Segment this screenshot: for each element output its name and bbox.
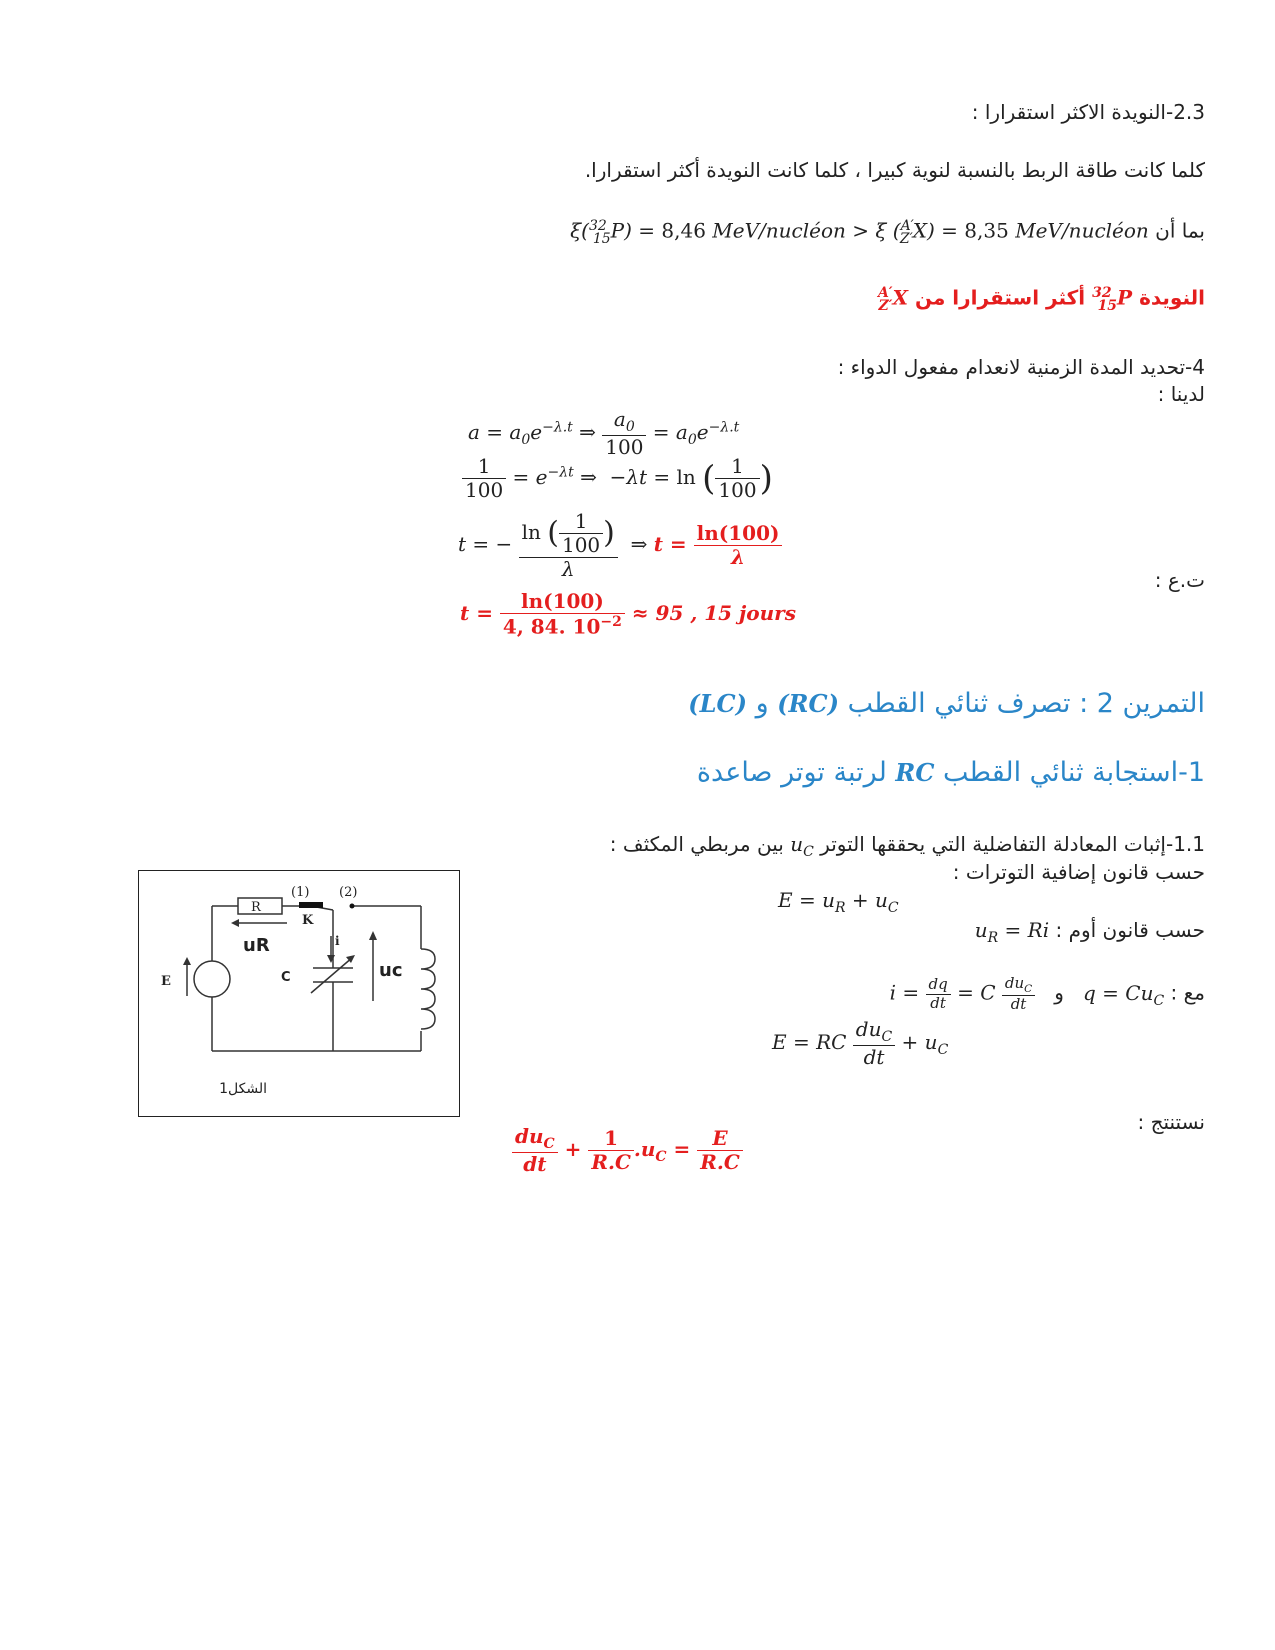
- additivity-equation: $E = u_R + u_C$: [778, 888, 899, 916]
- decay-equation-1: $a = a_0e^{-\lambda.t}$ ⇒ $\frac{a_0}{100}$ = $a_0e^{-\lambda.t}$: [468, 407, 740, 460]
- circuit-figure: [138, 870, 460, 1117]
- differential-equation: $\frac{du_C}{dt}$ + $\frac{1}{R.C}$ $.u_C$ = $\frac{E}{R.C}$: [512, 1125, 743, 1176]
- deduce-label: نستنتج :: [1137, 1110, 1205, 1134]
- charge-relations: مع : $q = Cu_C$ و i = $\frac{dq}{dt}$ = C $\frac{du_C}{dt}$: [889, 974, 1205, 1014]
- decay-equation-2: $\frac{1}{100}$ = $e^{-\lambda t}$ ⇒ −λt = ln ( $\frac{1}{100}$ ): [462, 455, 773, 502]
- rc-lc-circuit-diagram: [139, 871, 459, 1116]
- section-4-title: 4-تحديد المدة الزمنية لانعدام مفعول الدواء :: [837, 355, 1205, 379]
- ohm-law: حسب قانون أوم : $u_R = Ri$: [974, 918, 1205, 946]
- rc-equation: E = RC $\frac{du_C}{dt}$ + $u_C$: [772, 1017, 949, 1070]
- switch-contact: [299, 902, 323, 908]
- binding-energy-comparison: [570, 218, 1205, 247]
- since-text: بما أن: [1155, 218, 1205, 243]
- section-2-3-title: 2.3-النويدة الاكثر استقرارا :: [971, 100, 1205, 124]
- generator-symbol: [194, 961, 230, 997]
- nuclide-P: $^{32}_{15}$P: [1092, 285, 1133, 314]
- section-1-1-title: 1.1-إثبات المعادلة التفاضلية التي يحققها التوتر $u_C$ بين مربطي المكثف :: [609, 832, 1205, 860]
- stability-conclusion: النويدة $^{32}_{15}$P أكثر استقرارا من $^{A'}_{Z'}$X: [877, 285, 1205, 314]
- label-1: (1): [291, 885, 310, 900]
- label-C: C: [281, 970, 291, 985]
- numeric-label: ت.ع :: [1154, 568, 1205, 592]
- stability-statement: كلما كانت طاقة الربط بالنسبة لنوية كبيرا ، كلما كانت النويدة أكثر استقرارا.: [584, 158, 1205, 182]
- label-2: (2): [339, 885, 358, 900]
- label-uc: uc: [379, 960, 403, 981]
- nuclide-X: $^{A'}_{Z'}$X: [877, 285, 908, 314]
- given-label: لدينا :: [1157, 382, 1205, 406]
- label-uR: uR: [243, 935, 270, 956]
- label-K: K: [302, 913, 314, 928]
- figure-caption: الشكل1: [219, 1081, 267, 1097]
- label-E: E: [161, 974, 171, 989]
- numeric-result: t = $\frac{\ln(100)}{4, 84. 10^{-2}}$ ≈ 95 , 15 jours: [460, 589, 796, 639]
- label-R: R: [251, 900, 261, 915]
- additivity-law: حسب قانون إضافية التوترات :: [952, 860, 1205, 884]
- decay-equation-3: t = − ln ( $\frac{1}{100}$ ) λ ⇒ t = $\frac{\ln(100)}{\lambda}$: [458, 510, 782, 581]
- part1-title: 1-استجابة ثنائي القطب RC لرتبة توتر صاعدة: [696, 757, 1205, 788]
- label-i: i: [335, 934, 340, 948]
- exercise-title: التمرين 2 : تصرف ثنائي القطب (RC) و (LC): [688, 688, 1205, 719]
- binding-energy-formula: ξ($^{32}_{15}$P) = 8,46 MeV/nucléon > ξ ($^{A'}_{Z'}$X) = 8,35 MeV/nucléon: [570, 218, 1149, 247]
